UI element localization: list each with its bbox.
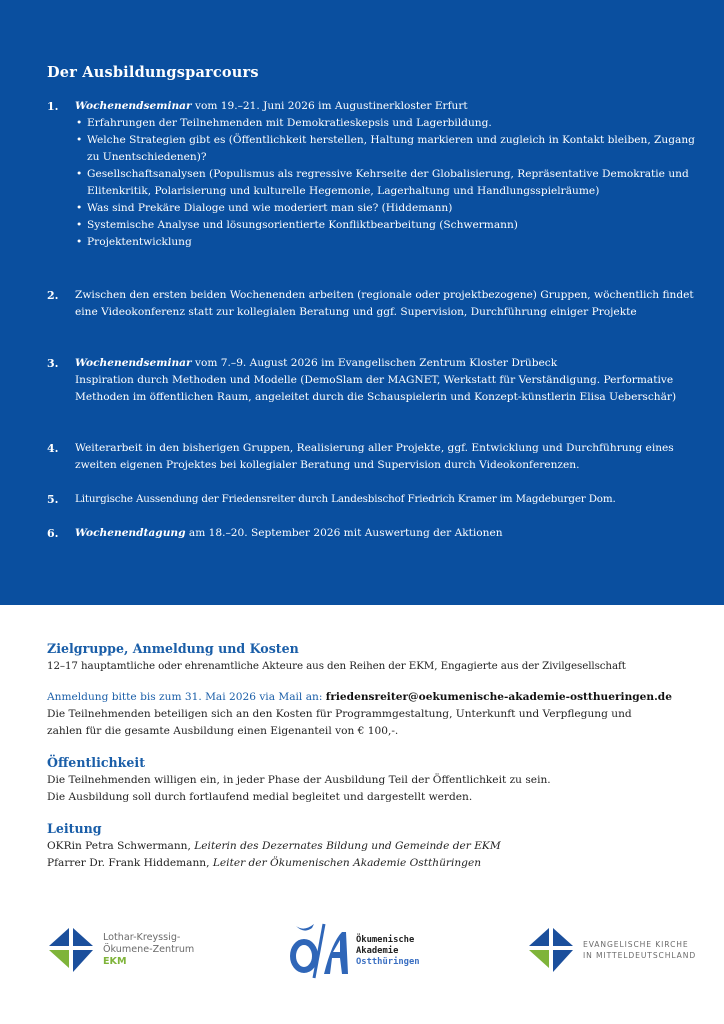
bullet-item: • Projektentwicklung — [75, 234, 697, 251]
program-item-3 — [47, 355, 697, 406]
costs-line-1: Die Teilnehmenden beteiligen sich an den Kosten für Programmgestaltung, Unterkunft und Verpflegung und — [47, 708, 632, 720]
program-item-6 — [47, 525, 697, 542]
program-item-4 — [47, 440, 697, 474]
panel-title: Der Ausbildungsparcours — [47, 64, 259, 81]
bullet-item: • Erfahrungen der Teilnehmenden mit Demokratieskepsis und Lagerbildung. — [75, 115, 697, 132]
logo-oekumenische-akademie: Ökumenische Akademie Ostthüringen — [290, 922, 420, 980]
oea-mark-icon — [290, 922, 352, 980]
item-text: Zwischen den ersten beiden Wochenenden arbeiten (regionale oder projektbezogene) Gruppen, wöchentlich findet eine Videokonferenz statt zur kollegialen Beratung und ggf. Supervision, Durchführung einiger Projekte — [75, 289, 694, 318]
registration-email-link[interactable]: friedensreiter@oekumenische-akademie-ostthueringen.de — [325, 691, 672, 703]
bullet-item: • Systemische Analyse und lösungsorientierte Konfliktbearbeitung (Schwermann) — [75, 217, 697, 234]
leitung-person-1: OKRin Petra Schwermann, Leiterin des Dezernates Bildung und Gemeinde der EKM — [47, 840, 501, 852]
bullet-item: • Was sind Prekäre Dialoge und wie moderiert man sie? (Hiddemann) — [75, 200, 697, 217]
leitung-person-2: Pfarrer Dr. Frank Hiddemann, Leiter der Ökumenischen Akademie Ostthüringen — [47, 857, 482, 869]
item-lead: Wochenendseminar vom 19.–21. Juni 2026 im Augustinerkloster Erfurt — [75, 100, 468, 112]
logo-lothar-kreyssig: Lothar-Kreyssig- Ökumene-Zentrum EKM — [47, 926, 194, 974]
program-item-2 — [47, 287, 697, 321]
item-number: 1. — [47, 100, 59, 113]
item-number: 6. — [47, 527, 59, 540]
item-text: Inspiration durch Methoden und Modelle (DemoSlam der MAGNET, Werkstatt für Verständigung. Performative Methoden im öffentlichen Raum, angeleitet durch die Schauspielerin und Konzept-künstlerin Elisa Ueberschär) — [75, 374, 677, 403]
item-number: 5. — [47, 493, 59, 506]
bullet-list — [75, 115, 697, 251]
item-text: Liturgische Aussendung der Friedensreiter durch Landesbischof Friedrich Kramer im Magdeburger Dom. — [75, 493, 616, 505]
bullet-item: • Gesellschaftsanalysen (Populismus als regressive Kehrseite der Globalisierung, Repräsentative Demokratie und Elitenkritik, Polarisierung und kulturelle Hegemonie, Lagerhaltung und Handlungsspielräume) — [75, 166, 697, 200]
item-lead: Wochenendseminar vom 7.–9. August 2026 im Evangelischen Zentrum Kloster Drübeck — [75, 357, 558, 369]
oeffentlichkeit-line-2: Die Ausbildung soll durch fortlaufend medial begleitet und dargestellt werden. — [47, 791, 473, 803]
program-item-5 — [47, 491, 697, 508]
audience-text: 12–17 hauptamtliche oder ehrenamtliche Akteure aus den Reihen der EKM, Engagierte aus der Zivilgesellschaft — [47, 660, 626, 672]
info-section — [47, 640, 697, 872]
partner-logos — [0, 918, 724, 988]
bullet-item: • Welche Strategien gibt es (Öffentlichkeit herstellen, Haltung markieren und zugleich in Kontakt bleiben, Zugang zu Unentschiedenen)? — [75, 132, 697, 166]
registration-line: Anmeldung bitte bis zum 31. Mai 2026 via Mail an: friedensreiter@oekumenische-akademie-ostthueringen.de — [47, 691, 672, 703]
oeffentlichkeit-heading: Öffentlichkeit — [47, 755, 146, 770]
item-text: Weiterarbeit in den bisherigen Gruppen, Realisierung aller Projekte, ggf. Entwicklung und Durchführung eines zweiten eigenen Projektes bei kollegialer Beratung und Supervision durch Videokonferenzen. — [75, 442, 674, 471]
item-lead: Wochenendtagung am 18.–20. September 2026 mit Auswertung der Aktionen — [75, 527, 503, 539]
leitung-heading: Leitung — [47, 821, 102, 836]
item-number: 2. — [47, 289, 59, 302]
program-item-1 — [47, 98, 697, 251]
cross-mark-icon — [47, 926, 95, 974]
costs-line-2: zahlen für die gesamte Ausbildung einen Eigenanteil von € 100,-. — [47, 725, 399, 737]
logo-ekm: EVANGELISCHE KIRCHE IN MITTELDEUTSCHLAND — [527, 926, 696, 974]
item-number: 3. — [47, 357, 59, 370]
oeffentlichkeit-line-1: Die Teilnehmenden willigen ein, in jeder Phase der Ausbildung Teil der Öffentlichkeit zu sein. — [47, 774, 551, 786]
item-number: 4. — [47, 442, 59, 455]
cross-mark-icon — [527, 926, 575, 974]
zielgruppe-heading: Zielgruppe, Anmeldung und Kosten — [47, 641, 299, 656]
